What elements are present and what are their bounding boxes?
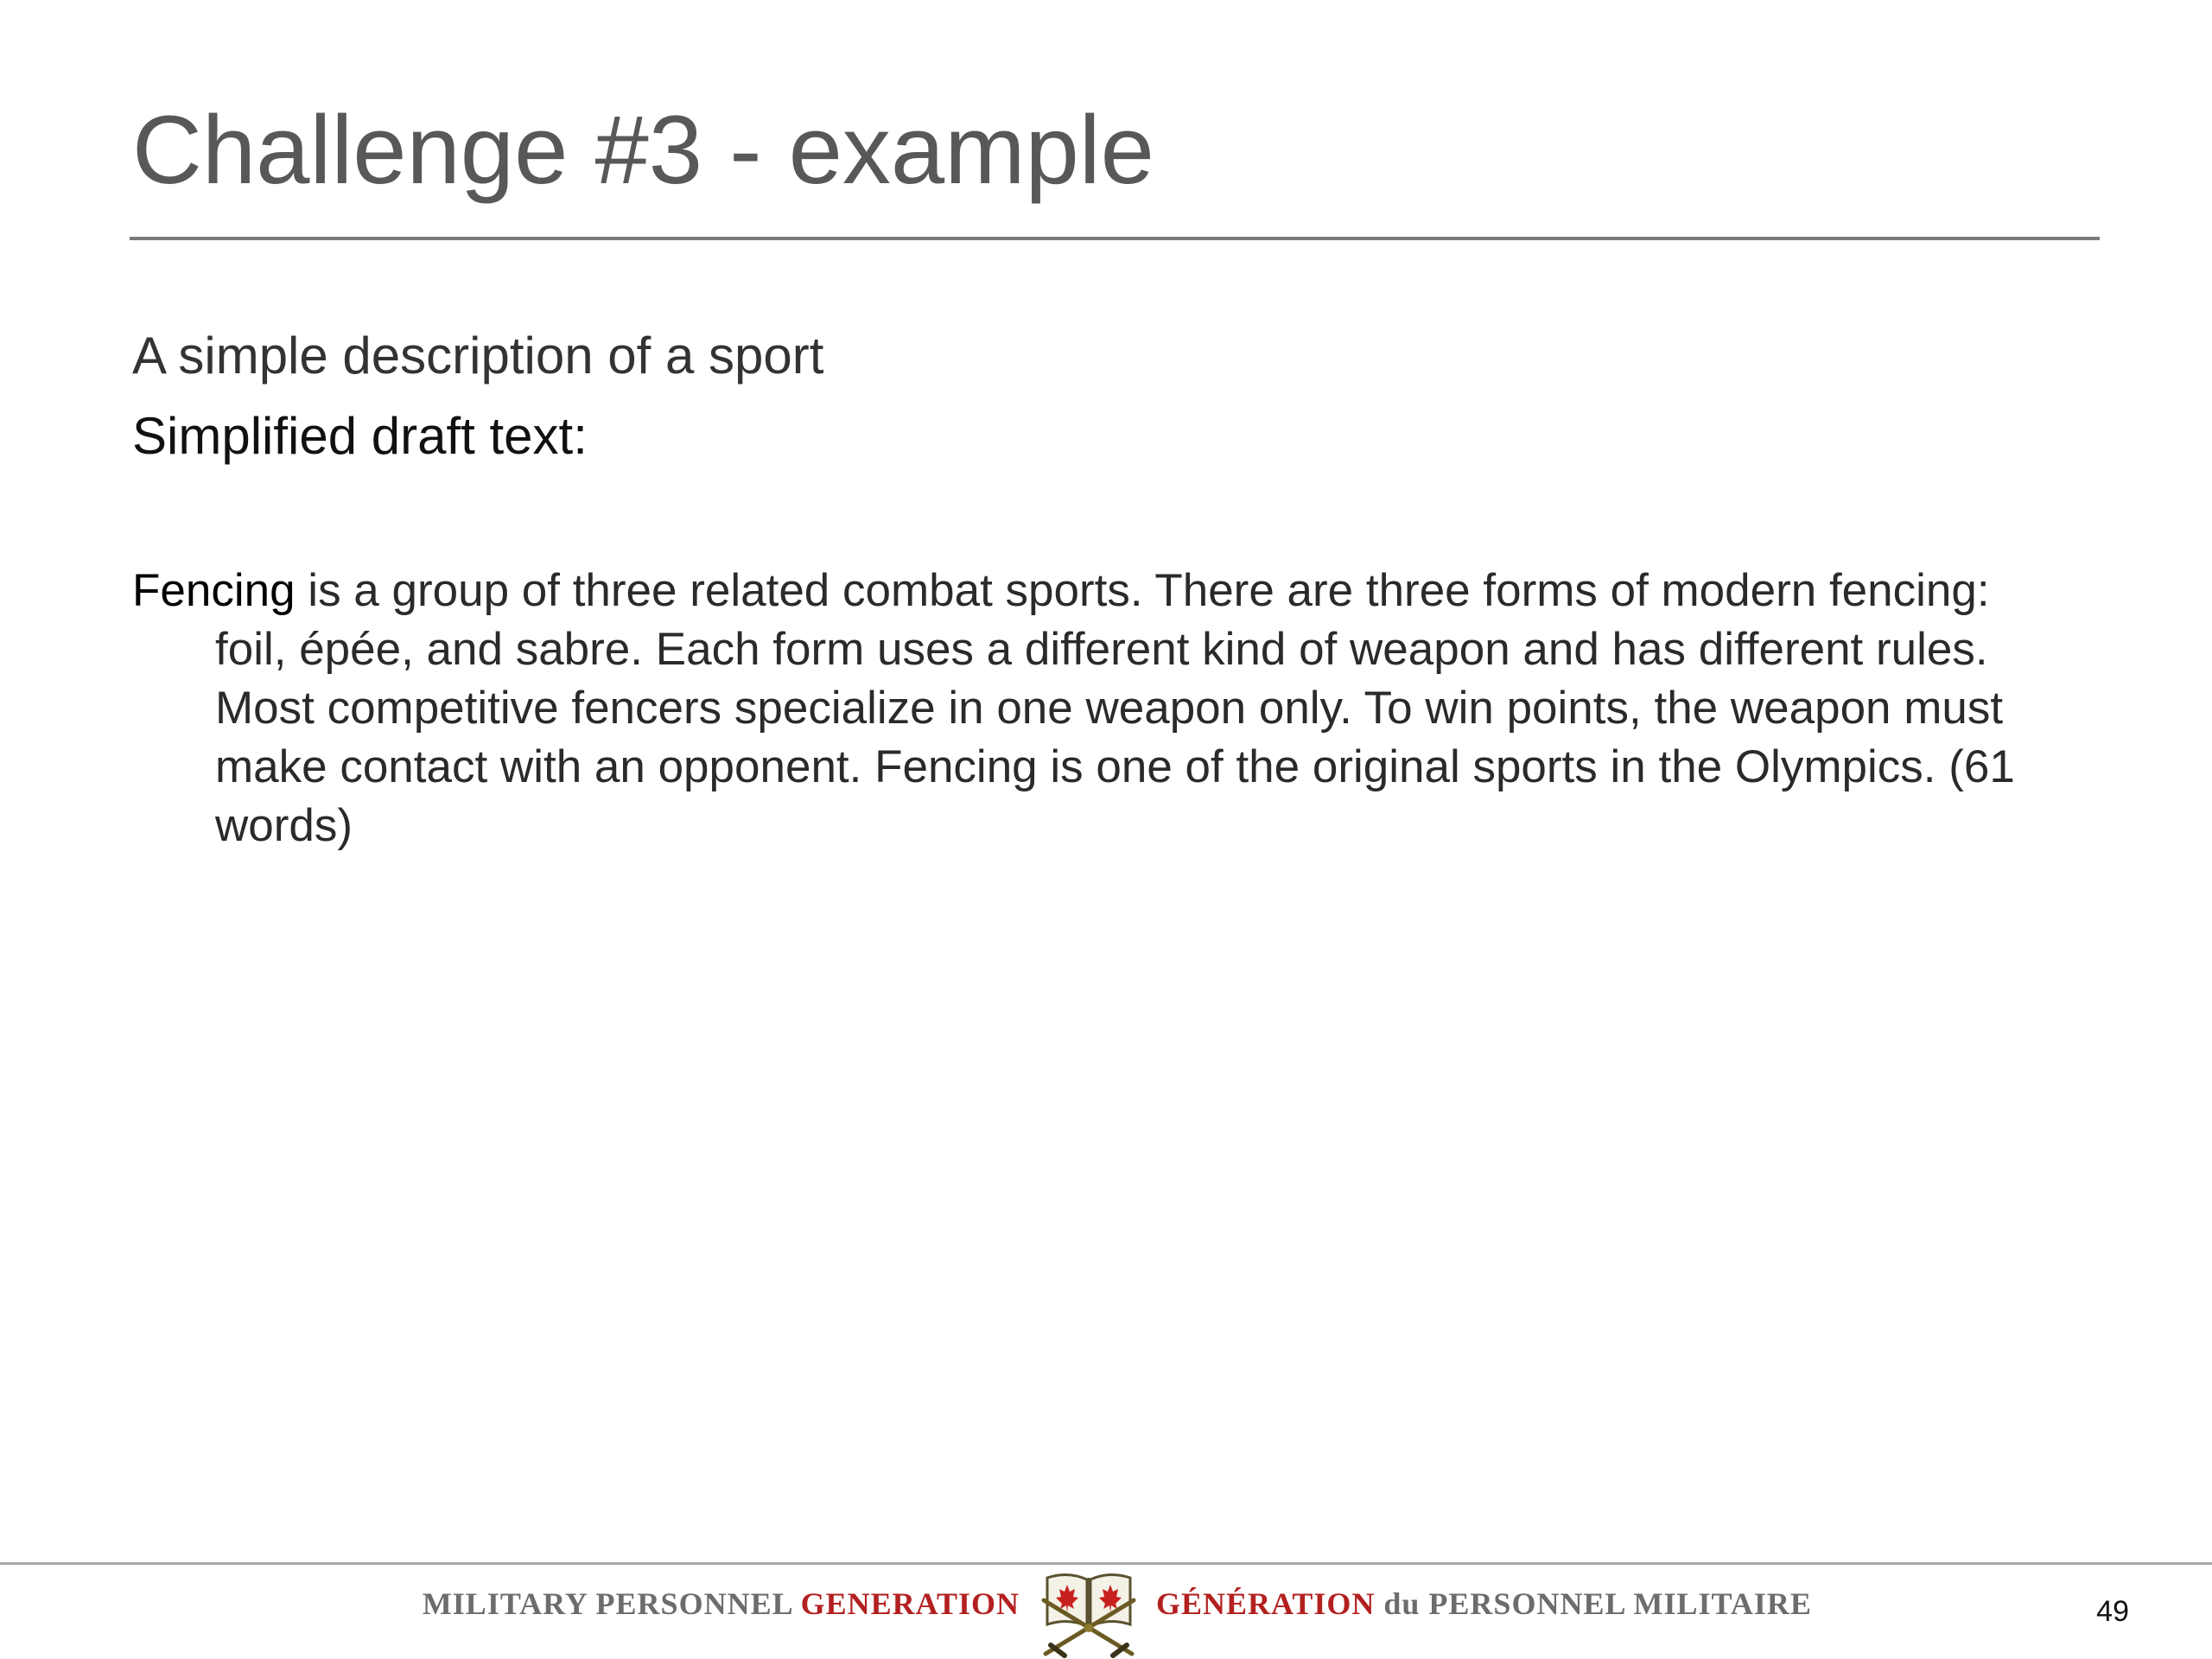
footer-english-wordmark	[423, 1588, 1020, 1619]
footer-right-red: GÉNÉRATION	[1156, 1586, 1376, 1621]
body-text: is a group of three related combat sports. There are three forms of modern fencing: foil, épée, and sabre. Each form uses a different kind of weapon and has different rules. Most competitive fencers specialize in one weapon only. To win points, the weapon must make contact with an opponent. Fencing is one of the original sports in the Olympics. (61 words)	[215, 565, 2015, 851]
crossed-swords-book-maple-leaf-emblem-icon	[1035, 1566, 1142, 1659]
slide-title: Challenge #3 - example	[132, 96, 1154, 204]
footer-right-grey: du PERSONNEL MILITAIRE	[1375, 1586, 1812, 1621]
footer-french-wordmark	[1156, 1588, 1812, 1619]
draft-label: Simplified draft text:	[132, 407, 588, 465]
body-paragraph	[132, 562, 2047, 855]
footer-left-red: GENERATION	[800, 1586, 1020, 1621]
footer-left-grey: MILITARY PERSONNEL	[422, 1586, 801, 1621]
page-number: 49	[2096, 1595, 2129, 1628]
title-divider	[130, 237, 2100, 240]
body-lead-word: Fencing	[132, 565, 296, 616]
footer-divider	[0, 1562, 2212, 1565]
slide-subtitle: A simple description of a sport	[132, 327, 824, 385]
